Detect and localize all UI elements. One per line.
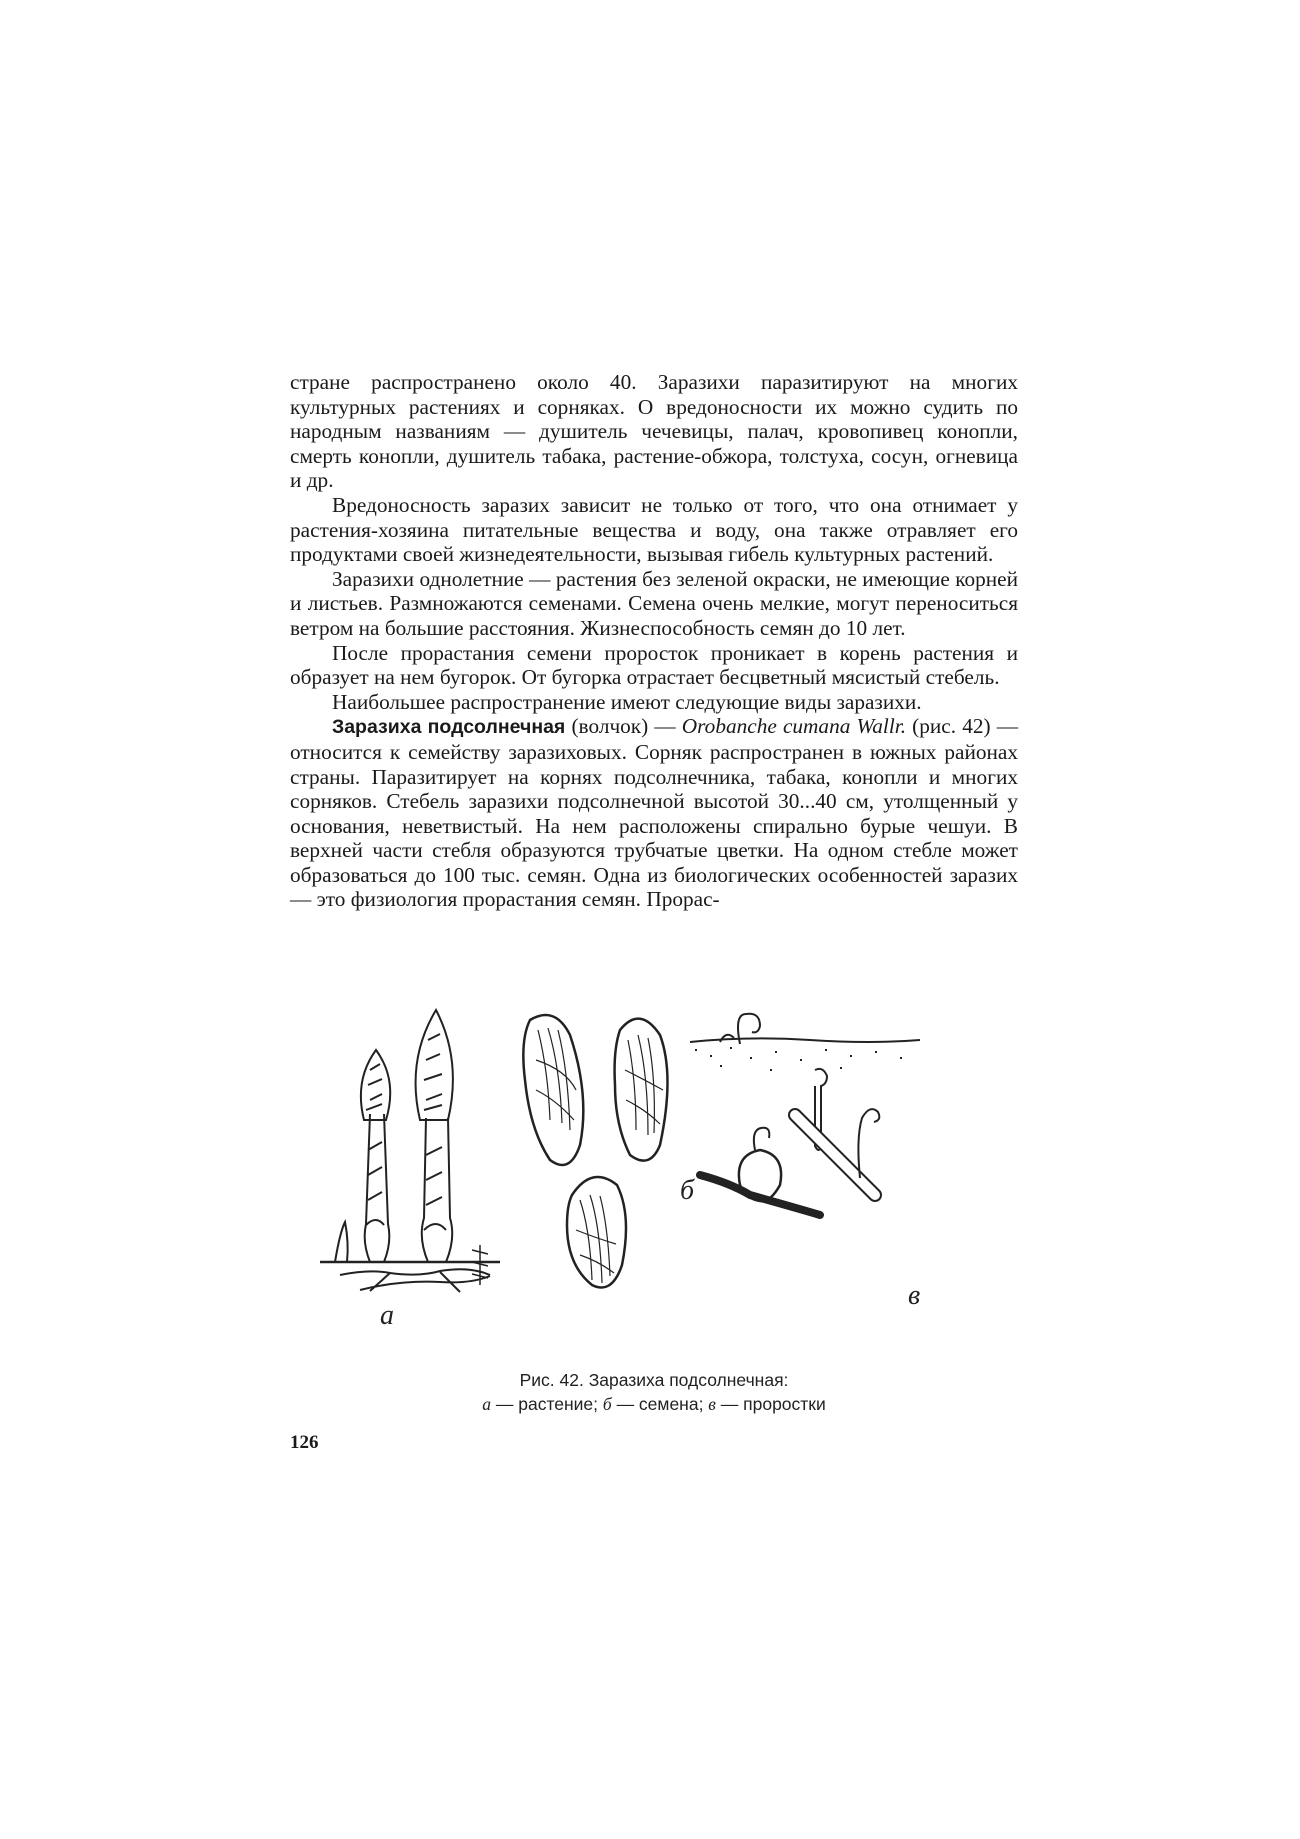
label-a: а — [380, 1300, 394, 1331]
paragraph-5: Наибольшее распространение имеют следующие виды заразихи. — [332, 689, 922, 714]
figure-42 — [300, 1000, 1000, 1360]
paragraph-4: После прорастания семени проросток проникает в корень растения и образует на нем бугорок. От бугорка отрастает бесцветный мясистый стебель. — [290, 640, 1018, 690]
caption-title: Рис. 42. Заразиха подсолнечная: — [519, 1370, 789, 1390]
paragraph-species — [290, 714, 1018, 912]
caption-c-letter: в — [708, 1394, 716, 1414]
plant-drawing — [320, 1010, 500, 1292]
caption-b-letter: б — [602, 1394, 612, 1414]
species-text: (рис. 42) — относится к семейству заразиховых. Сорняк распространен в южных районах страны. Паразитирует на корнях подсолнечника, табака, конопли и многих сорняков. Стебель заразихи подсолнечной высотой 30...40 см, утолщенный у основания, неветвистый. На нем расположены спирально бурые чешуи. В верхней части стебля образуются трубчатые цветки. На одном стебле может образоваться до 100 тыс. семян. Одна из биологических особенностей заразих — это физиология прорастания семян. Прорас- — [290, 714, 1019, 912]
page-number: 126 — [290, 1432, 319, 1453]
paragraph-2: Вредоносность заразих зависит не только от того, что она отнимает у растения-хозяина питательные вещества и воду, она также отравляет его продуктами своей жизнедеятельности, вызывая гибель культурных растений. — [290, 492, 1018, 567]
species-name: Заразиха подсолнечная — [332, 716, 566, 739]
body-text — [290, 370, 1018, 912]
species-latin: Orobanche cumana Wallr. — [681, 714, 907, 739]
label-c: в — [908, 1280, 921, 1311]
seeds-drawing — [523, 1015, 667, 1288]
paragraph-3: Заразихи однолетние — растения без зеленой окраски, не имеющие корней и листьев. Размножаются семенами. Семена очень мелкие, могут переноситься ветром на большие расстояния. Жизнеспособность семян до 10 лет. — [290, 566, 1018, 640]
caption-legend — [290, 1392, 1018, 1416]
figure-illustration — [300, 1000, 1000, 1360]
caption-a-letter: а — [482, 1394, 491, 1414]
caption-a-text: — растение; — [491, 1394, 603, 1414]
caption-c-text: — проростки — [715, 1394, 826, 1414]
paragraph-1: стране распространено около 40. Заразихи паразитируют на многих культурных растениях и сорняках. О вредоносности их можно судить по народным названиям — душитель чечевицы, палач, кровопивец конопли, смерть конопли, душитель табака, растение-обжора, толстуха, сосун, огневица и др. — [290, 370, 1018, 493]
seedlings-drawing — [690, 1014, 920, 1215]
figure-caption — [290, 1368, 1018, 1416]
species-common: (волчок) — — [565, 714, 682, 739]
caption-b-text: — семена; — [611, 1394, 709, 1414]
label-b: б — [680, 1175, 695, 1206]
